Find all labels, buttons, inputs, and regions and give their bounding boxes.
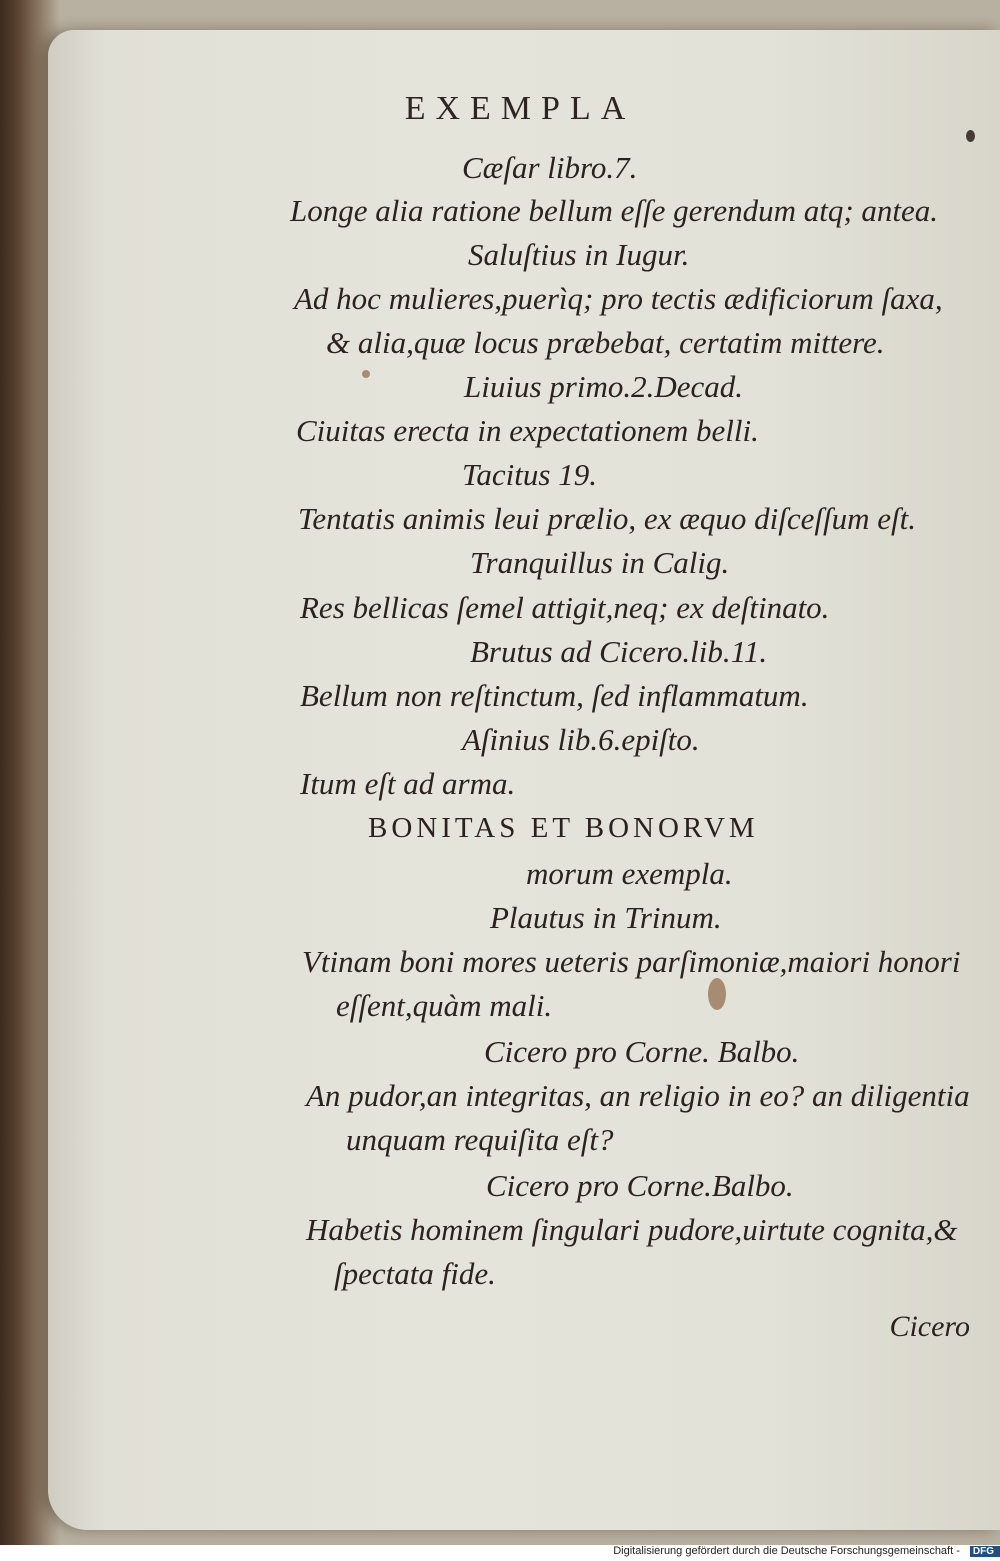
source-line: Cæſar libro.7.	[462, 150, 638, 185]
quote-line: ſpectata fide.	[334, 1256, 496, 1291]
quote-line: Ad hoc mulieres,puerìq; pro tectis ædificiorum ſaxa,	[294, 281, 943, 316]
digitization-footer	[0, 1545, 1000, 1561]
source-line: Tacitus 19.	[462, 457, 597, 492]
source-line: Saluſtius in Iugur.	[468, 237, 690, 272]
quote-line: Tentatis animis leui prælio, ex æquo diſceſſum eſt.	[298, 501, 916, 536]
quote-line: Longe alia ratione bellum eſſe gerendum atq; antea.	[290, 193, 939, 228]
quote-line: Res bellicas ſemel attigit,neq; ex deſtinato.	[300, 590, 830, 625]
running-head: EXEMPLA	[404, 90, 636, 127]
source-line: Cicero pro Corne.Balbo.	[486, 1168, 794, 1203]
ink-spot	[362, 370, 370, 378]
source-line: Plautus in Trinum.	[490, 900, 722, 935]
footer-credit: Digitalisierung gefördert durch die Deutsche Forschungsgemeinschaft -	[613, 1545, 960, 1557]
source-line: Brutus ad Cicero.lib.11.	[470, 634, 768, 669]
quote-line: Vtinam boni mores ueteris parſimoniæ,maiori honori	[302, 944, 961, 979]
section-subheading: morum exempla.	[526, 856, 733, 891]
quote-line: Habetis hominem ſingulari pudore,uirtute cognita,&	[306, 1212, 958, 1247]
source-line: Aſinius lib.6.epiſto.	[462, 722, 700, 757]
ink-stain	[708, 978, 726, 1010]
source-line: Liuius primo.2.Decad.	[464, 369, 743, 404]
source-line: Tranquillus in Calig.	[470, 545, 730, 580]
catchword: Cicero	[889, 1310, 970, 1343]
source-line: Cicero pro Corne. Balbo.	[484, 1034, 800, 1069]
quote-line: An pudor,an integritas, an religio in eo? an diligentia	[306, 1078, 970, 1113]
quote-line: Itum eſt ad arma.	[300, 766, 516, 801]
ink-spot	[966, 130, 975, 142]
quote-line: eſſent,quàm mali.	[336, 988, 553, 1023]
quote-line: & alia,quæ locus præbebat, certatim mittere.	[326, 325, 885, 360]
quote-line: Bellum non reſtinctum, ſed inflammatum.	[300, 678, 809, 713]
dfg-logo-icon: DFG	[970, 1546, 1000, 1557]
section-heading: BONITAS ET BONORVM	[368, 812, 759, 844]
quote-line: unquam requiſita eſt?	[346, 1122, 614, 1157]
quote-line: Ciuitas erecta in expectationem belli.	[296, 413, 759, 448]
